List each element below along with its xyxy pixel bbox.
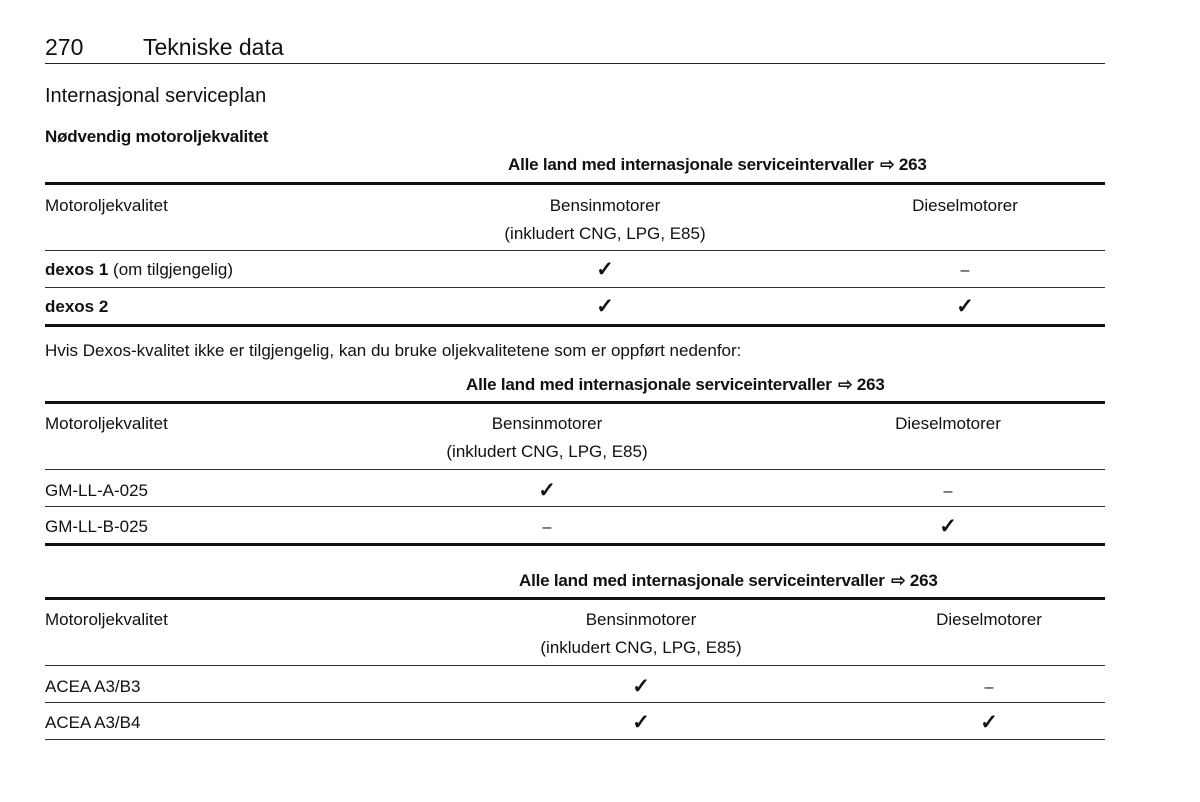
check-icon: ✓ (632, 711, 650, 734)
dash-mark: – (542, 519, 552, 536)
col-header-quality: Motoroljekvalitet (45, 414, 168, 433)
dash-mark: – (984, 679, 994, 696)
header-rule (45, 63, 1105, 64)
table-row: GM-LL-A-025 (45, 481, 148, 500)
section-title: Tekniske data (143, 34, 284, 60)
check-icon: ✓ (980, 711, 998, 734)
col-header-diesel: Dieselmotorer (936, 610, 1042, 629)
col-header-quality: Motoroljekvalitet (45, 610, 168, 629)
col-header-petrol: Bensinmotorer (549, 196, 661, 215)
col-header-petrol-sub: (inkludert CNG, LPG, E85) (504, 224, 706, 243)
check-icon: ✓ (596, 295, 614, 318)
check-icon: ✓ (956, 295, 974, 318)
dash-mark: – (960, 262, 970, 279)
oil-quality-heading: Nødvendig motoroljekvalitet (45, 127, 269, 146)
col-header-petrol-sub: (inkludert CNG, LPG, E85) (446, 442, 648, 461)
ref-arrow-icon: ⇨ (891, 571, 906, 590)
table-row: ACEA A3/B3 (45, 677, 141, 696)
fallback-note: Hvis Dexos-kvalitet ikke er tilgjengelig, kan du bruke oljekvalitetene som er oppført nedenfor: (45, 341, 742, 360)
check-icon: ✓ (538, 479, 556, 502)
dash-mark: – (943, 483, 953, 500)
col-header-petrol: Bensinmotorer (585, 610, 697, 629)
service-plan-heading: Internasjonal serviceplan (45, 85, 267, 107)
ref-arrow-icon: ⇨ (838, 375, 853, 394)
table-row: dexos 2 (45, 297, 109, 316)
check-icon: ✓ (939, 515, 957, 538)
table-row: ACEA A3/B4 (45, 713, 141, 732)
ref-arrow-icon: ⇨ (880, 155, 895, 174)
col-header-diesel: Dieselmotorer (895, 414, 1001, 433)
col-header-diesel: Dieselmotorer (912, 196, 1018, 215)
col-header-quality: Motoroljekvalitet (45, 196, 168, 215)
check-icon: ✓ (596, 258, 614, 281)
table-caption: Alle land med internasjonale serviceintervaller ⇨ 263 (519, 571, 938, 590)
table-row: GM-LL-B-025 (45, 517, 148, 536)
check-icon: ✓ (632, 675, 650, 698)
col-header-petrol-sub: (inkludert CNG, LPG, E85) (540, 638, 742, 657)
col-header-petrol: Bensinmotorer (491, 414, 603, 433)
page-number: 270 (45, 34, 84, 60)
table-row: dexos 1 (om tilgjengelig) (45, 260, 234, 279)
table-caption: Alle land med internasjonale serviceintervaller ⇨ 263 (466, 375, 885, 394)
table-caption: Alle land med internasjonale serviceintervaller ⇨ 263 (508, 155, 927, 174)
